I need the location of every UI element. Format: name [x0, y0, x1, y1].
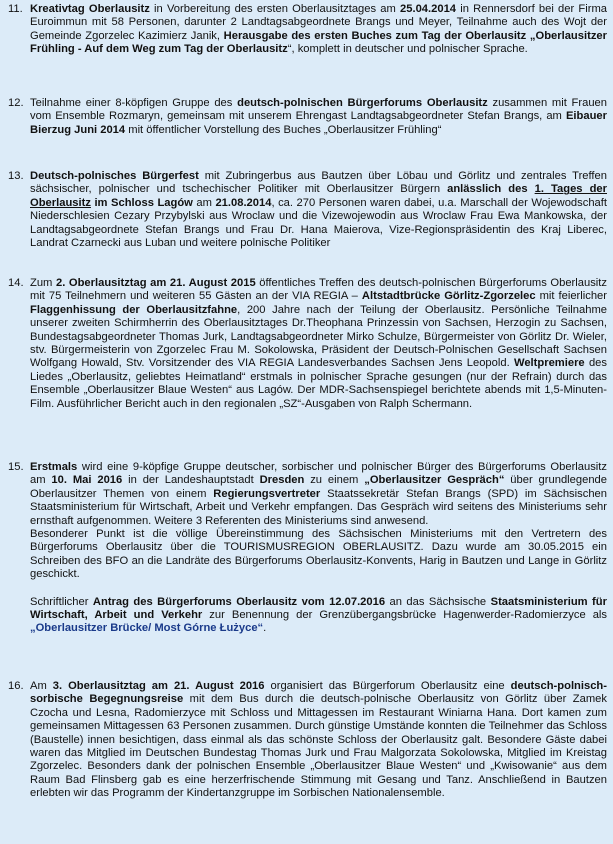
item-number: 13. — [8, 170, 24, 182]
text-run: Zum — [30, 277, 56, 289]
text-run: am — [192, 196, 216, 209]
text-run: Flaggenhissung der Oberlausitzfahne — [30, 303, 238, 316]
text-run: „Oberlausitzer Brücke/ Most Górne Łużyce“ — [30, 622, 264, 635]
text-run: anlässlich des — [447, 183, 535, 196]
paragraph — [30, 596, 607, 636]
text-run: Am — [30, 680, 53, 692]
item-number: 16. — [8, 680, 24, 692]
text-run: Herausgabe des ersten Buches zum Tag der Oberlausitz „Oberlausitzer Frühling - Auf dem Weg zum Tag der Oberlausitz — [30, 29, 607, 56]
text-run: “, komplett in deutscher und polnischer Sprache. — [287, 43, 528, 56]
item-number: 11. — [8, 3, 23, 15]
text-run: Altstadtbrücke Görlitz-Zgorzelec — [361, 290, 536, 303]
text-run: über grundlegende Oberlausitzer Themen von einem — [30, 474, 607, 500]
text-run: , 200 Jahre nach der Teilung der Oberlausitz. Persönliche Teilnahme unserer zweiten Schirmherrin des Oberlausitztages Dr.Theophana Prinzessin von Sachsen, Herzogin zu Sachsen, Bundestagsabgeordneter Thomas Jurk, Landtagsabgeordneter Mirko Schulze, Bürgermeister von Görlitz Dr. Wieler, stv. Bürgermeisterin von Zgorzelec Frau M. Sokolowska, Präsident der Deutsch-Polnischen Gesellschaft Sachsen Wolfgang Howald, Stv. Vorsitzender des VIA REGIA Landesverbandes Sachsen Jens Leopold. — [30, 303, 607, 370]
text-run: mit feierlicher — [535, 290, 608, 303]
text-run: 10. Mai 2016 — [51, 474, 123, 487]
text-run: in der Landeshauptstadt — [122, 474, 260, 487]
text-run: Regierungsvertreter — [213, 487, 321, 500]
text-run: Besonderer Punkt ist die völlige Übereinstimmung des Sächsischen Ministeriums mit den Vertretern des Bürgerforums Oberlausitz über die TOURISMUSREGION OBERLAUSITZ. Dazu wurde am 30.05.2015 ein Schreiben des BFO an die Landräte des Bürgerforums Oberlausitz-Konvents, Harig in Bautzen und Lange in Görlitz geschickt. — [30, 528, 607, 581]
text-run: 21.08.2014 — [215, 196, 272, 209]
item-text — [30, 170, 607, 250]
text-run: zur Benennung der Grenzübergangsbrücke Hagenwerder-Radomierzyce als — [202, 609, 607, 622]
text-run: Weltpremiere — [513, 357, 585, 370]
text-run: Staatsministerium für Wirtschaft, Arbeit und Verkehr — [30, 595, 607, 622]
text-run: organisiert das Bürgerforum Oberlausitz eine — [264, 680, 511, 692]
text-run: . — [263, 622, 267, 635]
text-run: 3. Oberlausitztag am 21. August 2016 — [52, 680, 265, 692]
item-text — [30, 3, 607, 57]
text-run: Dresden — [259, 474, 305, 487]
text-run: des Liedes „Oberlausitz, geliebtes Heimatland“ erstmals in polnischer Sprache gesungen (nur der Refrain) durch das Ensemble „Oberlausitzer Blaue Westen“ aus Lagów. Der MDR-Sachsenspiegel berichtete abends mit 1,5-Minuten-Film. Ausführlicher Bericht auch in den regionalen „SZ“-Ausgaben von Ralph Schermann. — [30, 357, 607, 410]
text-run: „Oberlausitzer Gespräch“ — [364, 474, 505, 487]
text-run: Eibauer Bierzug Juni 2014 — [30, 110, 607, 136]
text-run: in Rennersdorf bei der Firma Euroimmun mit 58 Personen, darunter 2 Landtagsabgeordnete Brangs und Meyer, Teilnahme auch des Wojt der Gemeinde Zgorzelec Kazimierz Janik, — [30, 3, 607, 42]
text-run: Staatssekretär Stefan Brangs (SPD) im Sächsischen Staatsministerium für Wirtschaft, Arbeit und Verkehr empfangen. Das Gespräch wird seitens des Ministeriums sehr ernsthaft aufgenommen. Weitere 3 Referenten des Ministeriums sind anwesend. — [30, 487, 607, 527]
paragraph — [30, 97, 607, 137]
text-run: im Schloss Lagów — [90, 196, 193, 209]
item-number: 14. — [8, 277, 24, 289]
text-run: Kreativtag Oberlausitz — [30, 3, 150, 15]
item-text — [30, 680, 607, 801]
text-run: wird eine 9-köpfige Gruppe deutscher, sorbischer und polnischer Bürger des Bürgerforums Oberlausitz am — [30, 461, 607, 487]
text-run: mit dem Bus durch die deutsch-polnische Oberlausitz von Görlitz über Zamek Czocha und Lesna, Radomierzyce mit Schloss und Mittagessen im Restaurant Winiarna Hana. Dort kamen zum gemeinsamen Mittagessen 63 Personen zusammen. Durch günstige Umstände konnten die Teilnehmer das Schloss (Baustelle) innen besichtigen, dass einmal als das schönste Schloss der Oberlausitz galt. Besondere Gäste dabei waren das Mitglied im Deutschen Bundestag Thomas Jurk und Frau Malgorzata Sokolowska, Mitglied im Kreistag Zgorzelec. Besonders dank der polnischen Ensemble „Oberlausitzer Blaue Westen“ und „Kwisowanie“ aus dem Raum Bad Flinsberg gab es eine herzerfrischende Stimmung mit Gesang und Tanz. Anschließend in Bautzen erlebten wir das Programm der Kindertanzgruppe im Sorbischen Nationalensemble. — [30, 693, 607, 800]
text-run: , ca. 270 Personen waren dabei, u.a. Marschall der Wojewodschaft Niederschlesien Cezary Przybylski aus Wroclaw und die Vizewojewodin aus Wroclaw Frau Ewa Mankowska, der Landtagsabgeordnete Stefan Brangs und Frau Dr. Hana Maierova, Vize-Regionspräsidentin des Kraj Liberec, Landrat Czarnecki aus Luban und weitere polnische Politiker — [30, 196, 607, 250]
text-run: zu einem — [304, 474, 365, 487]
text-run: Erstmals — [30, 461, 78, 473]
item-text — [30, 97, 607, 137]
text-run: Deutsch-polnisches Bürgerfest — [30, 170, 199, 182]
text-run: 1. Tages der Oberlausitz — [30, 183, 607, 209]
paragraph — [30, 528, 607, 582]
text-run: Teilnahme einer 8-köpfigen Gruppe des — [30, 97, 238, 109]
item-text — [30, 277, 607, 411]
text-run: öffentliches Treffen des deutsch-polnischen Bürgerforums Oberlausitz mit 75 Teilnehmern und weiteren 55 Gästen an der VIA REGIA – — [30, 277, 607, 303]
text-run: deutsch-polnischen Bürgerforums Oberlausitz — [237, 97, 488, 109]
item-number: 12. — [8, 97, 24, 109]
text-run: zusammen mit Frauen vom Ensemble Rozmaryn, gemeinsam mit unserem Ehrengast Landtagsabgeordneter Stefan Brangs, am — [30, 97, 608, 123]
item-number: 15. — [8, 461, 24, 473]
paragraph — [30, 170, 607, 250]
paragraph — [30, 3, 607, 57]
text-run: 25.04.2014 — [400, 3, 457, 15]
text-run: Antrag des Bürgerforums Oberlausitz vom 12.07.2016 — [92, 595, 386, 608]
paragraph — [30, 680, 607, 801]
paragraph-gap — [30, 582, 607, 596]
text-run: mit Zubringerbus aus Bautzen über Löbau und Görlitz und zentrales Treffen sächsischer, polnischer und tschechischer Politiker mit Oberlausitzer Bürgern — [30, 170, 607, 196]
text-run: 2. Oberlausitztag am 21. August 2015 — [55, 277, 256, 289]
text-run: mit öffentlicher Vorstellung des Buches „Oberlausitzer Frühling“ — [125, 123, 442, 136]
paragraph — [30, 461, 607, 528]
paragraph — [30, 277, 607, 411]
text-run: in Vorbereitung des ersten Oberlausitztages am — [149, 3, 401, 15]
text-run: Schriftlicher — [30, 595, 93, 608]
text-run: an das Sächsische — [385, 595, 491, 608]
item-text — [30, 461, 607, 636]
text-run: deutsch-polnisch-sorbische Begegnungsreise — [30, 680, 607, 706]
